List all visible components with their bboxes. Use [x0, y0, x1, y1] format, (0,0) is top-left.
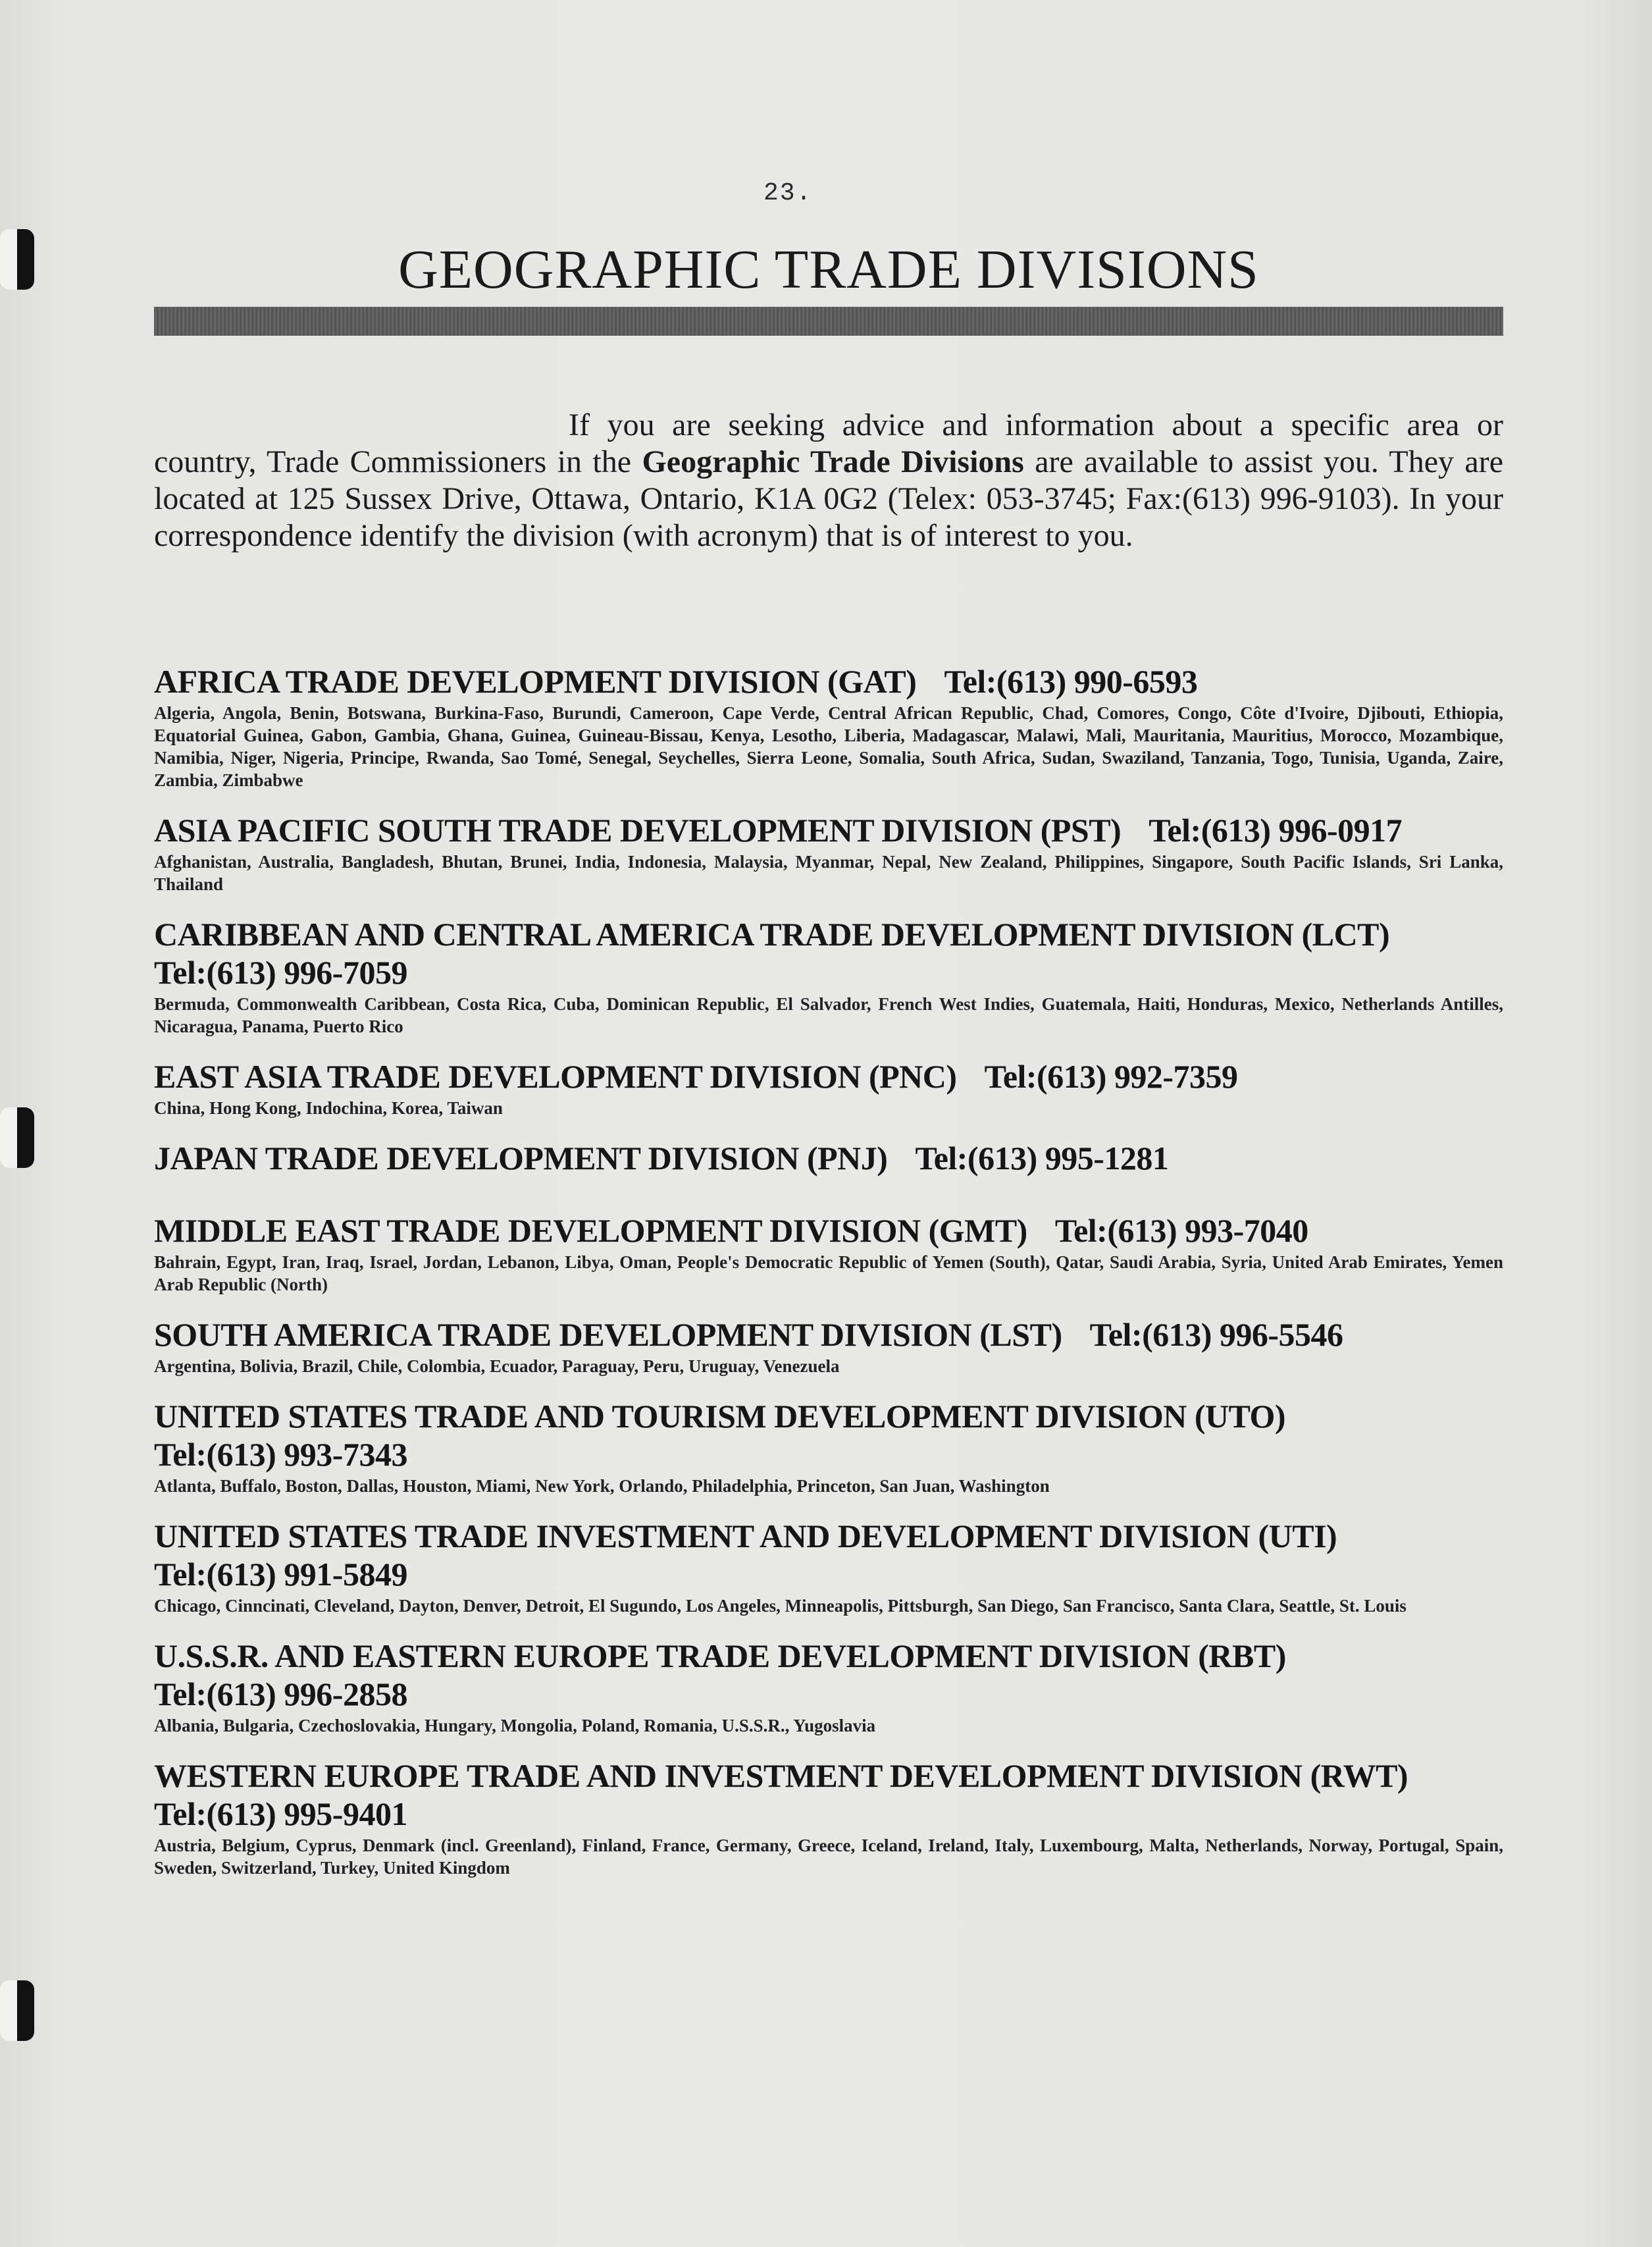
division-entry [154, 1211, 1503, 1296]
division-name: JAPAN TRADE DEVELOPMENT DIVISION (PNJ) [154, 1140, 888, 1176]
division-name: UNITED STATES TRADE INVESTMENT AND DEVELOPMENT DIVISION (UTI) [154, 1518, 1337, 1554]
division-countries: Atlanta, Buffalo, Boston, Dallas, Houston, Miami, New York, Orlando, Philadelphia, Princeton, San Juan, Washington [154, 1476, 1050, 1496]
division-telephone: Tel:(613) 996-5546 [1089, 1316, 1343, 1353]
division-heading [154, 1139, 1503, 1177]
division-telephone: Tel:(613) 995-1281 [915, 1140, 1169, 1176]
division-heading [154, 1757, 1503, 1833]
division-entry [154, 1315, 1503, 1377]
division-telephone: Tel:(613) 996-2858 [154, 1676, 407, 1712]
division-entry [154, 1517, 1503, 1617]
page-title: GEOGRAPHIC TRADE DIVISIONS [398, 239, 1259, 300]
division-heading [154, 1315, 1503, 1354]
division-telephone: Tel:(613) 996-7059 [154, 954, 407, 991]
division-entry [154, 1757, 1503, 1879]
division-heading [154, 1637, 1503, 1713]
division-telephone: Tel:(613) 991-5849 [154, 1556, 407, 1593]
division-name: U.S.S.R. AND EASTERN EUROPE TRADE DEVELOPMENT DIVISION (RBT) [154, 1637, 1286, 1674]
division-telephone: Tel:(613) 993-7343 [154, 1436, 407, 1473]
division-heading [154, 1211, 1503, 1250]
division-entry [154, 1397, 1503, 1497]
division-name: MIDDLE EAST TRADE DEVELOPMENT DIVISION (GMT) [154, 1212, 1027, 1249]
division-telephone: Tel:(613) 993-7040 [1054, 1212, 1308, 1249]
intro-text-start: If you are seeking advice and information about a specific area or country, Trade Commissioners in the [154, 408, 1503, 479]
division-countries: Chicago, Cinncinati, Cleveland, Dayton, Denver, Detroit, El Sugundo, Los Angeles, Minneapolis, Pittsburgh, San Diego, San Francisco, Santa Clara, Seattle, St. Louis [154, 1596, 1407, 1616]
division-countries: China, Hong Kong, Indochina, Korea, Taiwan [154, 1098, 503, 1118]
division-telephone: Tel:(613) 990-6593 [944, 663, 1198, 700]
division-name: CARIBBEAN AND CENTRAL AMERICA TRADE DEVELOPMENT DIVISION (LCT) [154, 916, 1390, 953]
division-countries: Bahrain, Egypt, Iran, Iraq, Israel, Jordan, Lebanon, Libya, Oman, People's Democratic Republic of Yemen (South), Qatar, Saudi Arabia, Syria, United Arab Emirates, Yemen Arab Republic (North) [154, 1252, 1503, 1294]
division-list [154, 662, 1503, 1899]
division-entry [154, 1057, 1503, 1119]
division-entry [154, 811, 1503, 895]
division-heading [154, 1397, 1503, 1473]
division-name: WESTERN EUROPE TRADE AND INVESTMENT DEVELOPMENT DIVISION (RWT) [154, 1757, 1408, 1794]
intro-emphasis: Geographic Trade Divisions [642, 444, 1024, 479]
division-entry [154, 1637, 1503, 1737]
page-number: 23. [763, 179, 813, 207]
division-heading [154, 662, 1503, 701]
division-name: ASIA PACIFIC SOUTH TRADE DEVELOPMENT DIVISION (PST) [154, 812, 1122, 849]
division-name: AFRICA TRADE DEVELOPMENT DIVISION (GAT) [154, 663, 917, 700]
division-name: EAST ASIA TRADE DEVELOPMENT DIVISION (PNC) [154, 1058, 957, 1095]
division-entry [154, 915, 1503, 1038]
division-name: UNITED STATES TRADE AND TOURISM DEVELOPMENT DIVISION (UTO) [154, 1398, 1286, 1435]
division-heading [154, 1057, 1503, 1096]
title-rule [154, 307, 1503, 336]
division-telephone: Tel:(613) 996-0917 [1149, 812, 1403, 849]
intro-paragraph [154, 407, 1503, 554]
division-name: SOUTH AMERICA TRADE DEVELOPMENT DIVISION (LST) [154, 1316, 1062, 1353]
division-countries: Afghanistan, Australia, Bangladesh, Bhutan, Brunei, India, Indonesia, Malaysia, Myanmar, Nepal, New Zealand, Philippines, Singapore, South Pacific Islands, Sri Lanka, Thailand [154, 852, 1503, 894]
binding-hole [17, 1980, 34, 2041]
division-telephone: Tel:(613) 992-7359 [984, 1058, 1238, 1095]
division-heading [154, 811, 1503, 849]
division-countries: Algeria, Angola, Benin, Botswana, Burkina-Faso, Burundi, Cameroon, Cape Verde, Central African Republic, Chad, Comores, Congo, Côte d'Ivoire, Djibouti, Ethiopia, Equatorial Guinea, Gabon, Gambia, Ghana, Guinea, Guineau-Bissau, Kenya, Lesotho, Liberia, Madagascar, Malawi, Mali, Mauritania, Mauritius, Morocco, Mozambique, Namibia, Niger, Nigeria, Principe, Rwanda, Sao Tomé, Senegal, Seychelles, Sierra Leone, Somalia, South Africa, Sudan, Swaziland, Tanzania, Togo, Tunisia, Uganda, Zaire, Zambia, Zimbabwe [154, 703, 1503, 790]
division-entry [154, 1139, 1503, 1177]
division-heading [154, 915, 1503, 991]
division-countries: Argentina, Bolivia, Brazil, Chile, Colombia, Ecuador, Paraguay, Peru, Uruguay, Venezuela [154, 1356, 840, 1376]
binding-hole [17, 229, 34, 290]
division-telephone: Tel:(613) 995-9401 [154, 1795, 407, 1832]
division-countries: Austria, Belgium, Cyprus, Denmark (incl. Greenland), Finland, France, Germany, Greece, Iceland, Ireland, Italy, Luxembourg, Malta, Netherlands, Norway, Portugal, Spain, Sweden, Switzerland, Turkey, United Kingdom [154, 1836, 1503, 1878]
intro-text-end: are available to assist you. They are located at 125 Sussex Drive, Ottawa, Ontario, K1A 0G2 (Telex: 053-3745; Fax:(613) 996-9103). In your correspondence identify the division (with acronym) that is of interest to you. [154, 444, 1504, 553]
division-entry [154, 662, 1503, 791]
division-heading [154, 1517, 1503, 1593]
binding-hole [17, 1107, 34, 1168]
division-countries: Bermuda, Commonwealth Caribbean, Costa Rica, Cuba, Dominican Republic, El Salvador, French West Indies, Guatemala, Haiti, Honduras, Mexico, Netherlands Antilles, Nicaragua, Panama, Puerto Rico [154, 994, 1503, 1036]
division-countries: Albania, Bulgaria, Czechoslovakia, Hungary, Mongolia, Poland, Romania, U.S.S.R., Yugoslavia [154, 1716, 876, 1735]
